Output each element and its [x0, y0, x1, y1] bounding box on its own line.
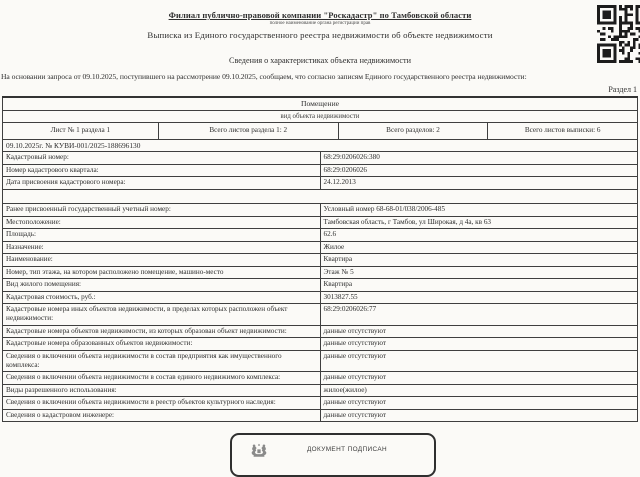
row-label: Сведения о кадастровом инженере:: [3, 409, 321, 422]
row-value: Квартира: [320, 254, 638, 267]
row-value: Жилое: [320, 241, 638, 254]
object-kind-caption: вид объекта недвижимости: [3, 110, 638, 123]
section-subtitle: Сведения о характеристиках объекта недвижимости: [228, 56, 412, 65]
object-kind-table: [2, 96, 638, 123]
row-value: 68:29:0206026:380: [320, 152, 638, 165]
document-header: [0, 0, 640, 40]
stamp-title: ДОКУМЕНТ ПОДПИСАН: [306, 446, 388, 453]
characteristics-table: [2, 139, 638, 423]
row-label: Кадастровая стоимость, руб.:: [3, 291, 321, 304]
row-value: данные отсутствуют: [320, 397, 638, 410]
sheet-info-table: [2, 122, 638, 140]
table-row: [3, 241, 638, 254]
row-value: 3013827.55: [320, 291, 638, 304]
table-row: [3, 164, 638, 177]
row-value: данные отсутствуют: [320, 325, 638, 338]
table-row: [3, 397, 638, 410]
table-row: [3, 229, 638, 242]
section-sheets-cell: Всего листов раздела 1: 2: [158, 123, 338, 140]
table-row: [3, 204, 638, 217]
row-value: 62.6: [320, 229, 638, 242]
row-label: Кадастровый номер:: [3, 152, 321, 165]
section-label: Раздел 1: [608, 85, 637, 94]
row-value: данные отсутствуют: [320, 372, 638, 385]
table-row: [3, 384, 638, 397]
table-row: [3, 338, 638, 351]
row-label: Номер, тип этажа, на котором расположено помещение, машино-место: [3, 266, 321, 279]
row-value: данные отсутствуют: [320, 409, 638, 422]
row-label: Дата присвоения кадастрового номера:: [3, 177, 321, 190]
row-label: Кадастровые номера иных объектов недвижимости, в пределах которых расположен объект недвижимости:: [3, 304, 321, 326]
object-kind: Помещение: [3, 97, 638, 110]
row-label: Кадастровые номера образованных объектов недвижимости:: [3, 338, 321, 351]
row-label: Кадастровые номера объектов недвижимости, из которых образован объект недвижимости:: [3, 325, 321, 338]
row-value: 68:29:0206026: [320, 164, 638, 177]
registry-number-row: [3, 139, 638, 152]
table-row: [3, 266, 638, 279]
row-label: Наименование:: [3, 254, 321, 267]
table-row: [3, 350, 638, 372]
org-caption: полное наименование органа регистрации прав: [269, 21, 371, 26]
signature-stamp: [230, 433, 436, 477]
row-value: 24.12.2013: [320, 177, 638, 190]
row-value: жилое(жилое): [320, 384, 638, 397]
sheet-info-row: [3, 123, 638, 140]
row-value: 68:29:0206026:77: [320, 304, 638, 326]
row-label: Местоположение:: [3, 216, 321, 229]
document-title: Выписка из Единого государственного реестра недвижимости об объекте недвижимости: [147, 30, 493, 40]
table-row: [3, 325, 638, 338]
row-value: данные отсутствуют: [320, 350, 638, 372]
request-info: На основании запроса от 09.10.2025, поступившего на рассмотрение 09.10.2025, сообщаем, что согласно записям Единого государственного реестра недвижимости:: [1, 72, 527, 81]
row-label: Назначение:: [3, 241, 321, 254]
table-row: [3, 409, 638, 422]
table-row: [3, 177, 638, 190]
row-value: Этаж № 5: [320, 266, 638, 279]
total-sections-cell: Всего разделов: 2: [338, 123, 488, 140]
table-row: [3, 254, 638, 267]
row-label: Сведения о включении объекта недвижимости в реестр объектов культурного наследия:: [3, 397, 321, 410]
table-row: [3, 304, 638, 326]
row-label: Вид жилого помещения:: [3, 279, 321, 292]
row-label: Номер кадастрового квартала:: [3, 164, 321, 177]
row-label: Площадь:: [3, 229, 321, 242]
row-value: данные отсутствуют: [320, 338, 638, 351]
row-value: Квартира: [320, 279, 638, 292]
table-row: [3, 291, 638, 304]
object-kind-row: [3, 97, 638, 110]
registry-number: 09.10.2025г. № КУВИ-001/2025-188696130: [3, 139, 638, 152]
table-row: [3, 216, 638, 229]
org-name: Филиал публично-правовой компании "Роскадастр" по Тамбовской области: [168, 10, 472, 20]
object-kind-caption-row: [3, 110, 638, 123]
sheet-number-cell: Лист № 1 раздела 1: [3, 123, 159, 140]
table-row: [3, 152, 638, 165]
table-row: [3, 279, 638, 292]
row-label: Сведения о включении объекта недвижимости в состав предприятия как имущественного комплекса:: [3, 350, 321, 372]
row-value: Условный номер 68-68-01/038/2006-485: [320, 204, 638, 217]
qr-code-icon: [597, 5, 640, 63]
row-label: Виды разрешенного использования:: [3, 384, 321, 397]
total-sheets-cell: Всего листов выписки: 6: [488, 123, 638, 140]
row-label: Ранее присвоенный государственный учетный номер:: [3, 204, 321, 217]
row-value: Тамбовская область, г Тамбов, ул Широкая, д 4а, кв 63: [320, 216, 638, 229]
row-label: Сведения о включении объекта недвижимости в состав единого недвижимого комплекса:: [3, 372, 321, 385]
spacer-row: [3, 189, 638, 204]
characteristics-rows: [3, 139, 638, 422]
coat-of-arms-icon: [248, 441, 270, 463]
table-row: [3, 372, 638, 385]
spacer-cell: [3, 189, 638, 204]
